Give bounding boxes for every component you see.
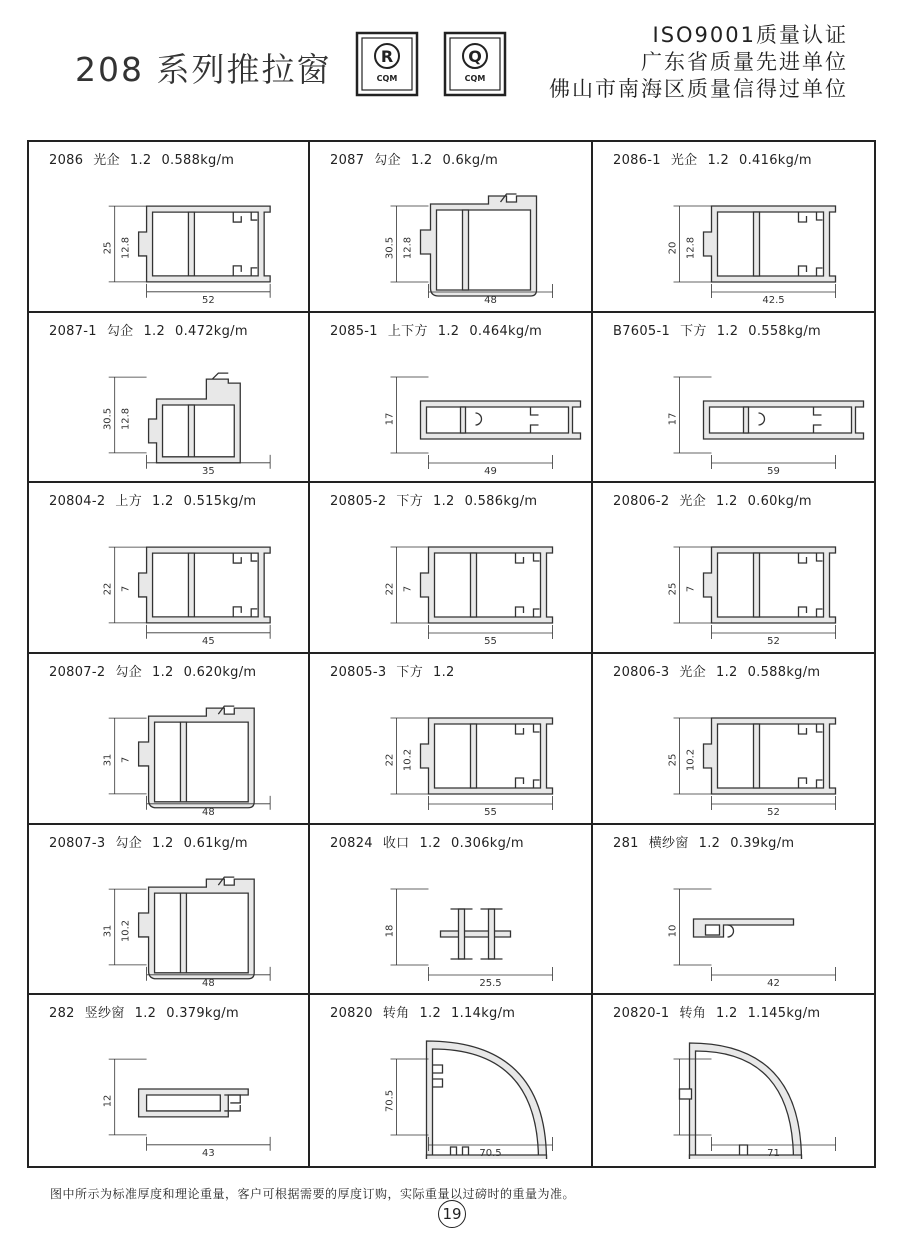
height-dimension: 25 — [667, 582, 679, 596]
height-dimension: 70.5 — [384, 1090, 396, 1113]
profile-thickness: 1.2 — [716, 323, 739, 339]
profile-thickness: 1.2 — [716, 494, 738, 510]
profile-code: 2085-1 — [330, 323, 378, 339]
profile-thickness: 1.2 — [698, 835, 721, 851]
profile-label — [330, 832, 534, 851]
profile-name: 横纱窗 — [648, 835, 689, 851]
width-dimension: 35 — [202, 465, 215, 477]
profile-weight: 0.558kg/m — [748, 323, 822, 339]
width-dimension: 48 — [202, 806, 215, 818]
profile-thickness: 1.2 — [152, 494, 174, 510]
profile-code: 20820-1 — [613, 1006, 670, 1022]
profile-label — [613, 661, 830, 680]
profile-label — [49, 320, 258, 339]
profile-weight: 0.515kg/m — [183, 494, 257, 510]
profile-cell — [593, 142, 874, 313]
inner-height-dimension: 10.2 — [685, 748, 697, 772]
inner-height-dimension: 10.2 — [402, 748, 414, 772]
profile-weight: 0.416kg/m — [739, 153, 812, 168]
profile-thickness: 1.2 — [152, 835, 174, 851]
profile-thickness: 1.2 — [419, 835, 442, 851]
inner-height-dimension: 12.8 — [685, 236, 697, 260]
profile-name: 上方 — [115, 494, 143, 510]
profile-label — [49, 832, 258, 851]
height-dimension: 10 — [667, 924, 679, 938]
width-dimension: 48 — [484, 295, 497, 306]
profile-cross-section-drawing — [310, 339, 591, 477]
inner-height-dimension: 7 — [120, 756, 132, 764]
width-dimension: 70.5 — [479, 1148, 502, 1160]
page-title: 208 系列推拉窗 — [75, 50, 332, 89]
certification-list — [549, 22, 848, 103]
profile-cross-section-drawing — [593, 851, 874, 989]
profile-cross-section-drawing — [593, 168, 874, 306]
profile-label — [49, 1002, 249, 1021]
profile-weight: 0.6kg/m — [442, 153, 499, 168]
profile-name: 下方 — [680, 323, 707, 339]
width-dimension: 25.5 — [479, 977, 502, 989]
profile-cell — [29, 313, 310, 484]
profile-cell — [593, 995, 874, 1166]
profile-weight: 0.379kg/m — [166, 1006, 239, 1022]
profile-cell — [29, 654, 310, 825]
height-dimension: 17 — [667, 412, 679, 426]
inner-height-dimension: 7 — [685, 586, 697, 593]
profile-label — [330, 149, 508, 168]
profile-cross-section-drawing — [593, 680, 874, 818]
profile-thickness: 1.2 — [707, 153, 730, 168]
height-dimension: 25 — [667, 753, 679, 767]
profile-name: 收口 — [382, 835, 410, 851]
profile-label — [613, 490, 822, 509]
profile-thickness: 1.2 — [143, 323, 166, 339]
height-dimension: 30.5 — [102, 407, 114, 430]
profile-thickness: 1.2 — [129, 153, 152, 168]
profile-weight: 0.39kg/m — [730, 835, 795, 851]
cert-line: ISO9001质量认证 — [652, 23, 848, 47]
profile-cell — [310, 825, 593, 996]
profile-label — [330, 661, 475, 680]
width-dimension: 71 — [767, 1148, 780, 1160]
profile-cell — [593, 313, 874, 484]
profile-cell — [29, 995, 310, 1166]
width-dimension: 52 — [202, 294, 215, 306]
profile-label — [330, 1002, 525, 1021]
profile-cross-section-drawing — [310, 168, 591, 306]
cqm-q-certification-logo — [443, 31, 507, 97]
inner-height-dimension: 12.8 — [120, 236, 132, 260]
logo-q-text: CQM — [464, 74, 486, 83]
profile-label — [330, 320, 552, 339]
profile-thickness: 1.2 — [437, 323, 460, 339]
profile-name: 勾企 — [374, 153, 401, 168]
logo-r-text: CQM — [376, 74, 398, 83]
profile-weight: 0.588kg/m — [747, 665, 821, 680]
profile-cross-section-drawing — [29, 1021, 308, 1159]
profile-weight: 0.586kg/m — [464, 494, 538, 510]
height-dimension: 25 — [102, 241, 114, 255]
profile-cell — [310, 995, 593, 1166]
profile-weight: 0.588kg/m — [161, 153, 235, 168]
footnote: 图中所示为标准厚度和理论重量，客户可根据需要的厚度订购，实际重量以过磅时的重量为准。 — [50, 1187, 576, 1201]
profile-label — [613, 149, 822, 168]
profile-code: 20805-3 — [330, 665, 387, 680]
height-dimension: 20 — [667, 241, 679, 255]
profile-cross-section-drawing — [310, 1021, 591, 1159]
profile-cell — [310, 483, 593, 654]
profile-name: 光企 — [679, 665, 707, 680]
profile-thickness: 1.2 — [419, 1006, 442, 1022]
profile-name: 竖纱窗 — [84, 1006, 125, 1022]
profile-thickness: 1.2 — [716, 665, 738, 680]
profile-name: 上下方 — [387, 323, 428, 339]
width-dimension: 55 — [484, 636, 497, 648]
profile-cross-section-drawing — [29, 509, 308, 647]
width-dimension: 43 — [202, 1148, 215, 1160]
page-number: 19 — [438, 1200, 466, 1228]
profile-weight: 0.464kg/m — [469, 323, 543, 339]
profile-code: 281 — [613, 835, 639, 851]
profile-thickness: 1.2 — [716, 1006, 738, 1022]
profile-cross-section-drawing — [593, 1021, 874, 1159]
profile-cross-section-drawing — [29, 168, 308, 306]
profile-name: 勾企 — [115, 665, 143, 680]
profile-name: 光企 — [679, 494, 707, 510]
width-dimension: 42.5 — [762, 295, 785, 306]
height-dimension: 31 — [102, 753, 114, 767]
height-dimension: 22 — [384, 753, 396, 767]
profile-label — [613, 832, 804, 851]
profile-weight: 0.61kg/m — [183, 835, 248, 851]
profile-name: 转角 — [679, 1006, 707, 1022]
profile-code: 20820 — [330, 1006, 373, 1022]
profile-weight: 0.472kg/m — [175, 323, 248, 339]
profile-name: 勾企 — [115, 835, 143, 851]
profile-name: 下方 — [396, 494, 424, 510]
profile-cross-section-drawing — [29, 680, 308, 818]
profile-weight: 1.14kg/m — [451, 1006, 516, 1022]
width-dimension: 45 — [202, 636, 215, 648]
width-dimension: 59 — [767, 465, 780, 477]
profile-cell — [310, 654, 593, 825]
profile-code: 20807-2 — [49, 665, 106, 680]
profile-cross-section-drawing — [310, 851, 591, 989]
svg-text:Q: Q — [468, 47, 482, 66]
profile-weight: 1.145kg/m — [747, 1006, 821, 1022]
profile-thickness: 1.2 — [152, 665, 174, 680]
profile-cell — [29, 483, 310, 654]
profile-name: 勾企 — [106, 323, 134, 339]
profile-name: 转角 — [382, 1006, 410, 1022]
width-dimension: 55 — [484, 807, 497, 818]
cert-line: 佛山市南海区质量信得过单位 — [549, 77, 848, 101]
profile-code: 2087 — [330, 153, 365, 168]
profile-label — [613, 320, 831, 339]
profile-label — [613, 1002, 830, 1021]
profile-name: 光企 — [93, 153, 120, 168]
profile-code: 20805-2 — [330, 494, 387, 510]
profile-cross-section-drawing — [310, 509, 591, 647]
height-dimension: 31 — [102, 924, 114, 937]
profile-code: 20806-2 — [613, 494, 670, 510]
profile-code: 282 — [49, 1006, 75, 1022]
cert-line: 广东省质量先进单位 — [641, 50, 848, 74]
inner-height-dimension: 12.8 — [402, 236, 414, 260]
profile-label — [330, 490, 547, 509]
inner-height-dimension: 10.2 — [120, 919, 132, 942]
profile-weight: 0.306kg/m — [451, 835, 524, 851]
width-dimension: 42 — [767, 977, 780, 989]
profile-cross-section-drawing — [310, 680, 591, 818]
profile-grid — [27, 140, 876, 1168]
profile-label — [49, 149, 244, 168]
profile-code: 20804-2 — [49, 494, 106, 510]
profile-thickness: 1.2 — [433, 494, 455, 510]
profile-name: 下方 — [396, 665, 424, 680]
inner-height-dimension: 7 — [402, 586, 414, 593]
profile-code: 20824 — [330, 835, 373, 851]
svg-text:R: R — [380, 47, 394, 66]
width-dimension: 49 — [484, 465, 497, 477]
profile-cell — [593, 483, 874, 654]
height-dimension: 22 — [102, 582, 114, 596]
profile-code: 20807-3 — [49, 835, 106, 851]
height-dimension: 12 — [102, 1094, 114, 1108]
profile-cross-section-drawing — [29, 851, 308, 989]
width-dimension: 48 — [202, 977, 215, 989]
inner-height-dimension: 12.8 — [120, 407, 132, 430]
profile-code: B7605-1 — [613, 323, 671, 339]
profile-cell — [310, 142, 593, 313]
profile-code: 2086-1 — [613, 153, 661, 168]
profile-name: 光企 — [670, 153, 698, 168]
height-dimension: 30.5 — [384, 236, 396, 260]
profile-thickness: 1.2 — [134, 1006, 157, 1022]
height-dimension: 17 — [384, 412, 396, 426]
profile-weight: 0.620kg/m — [183, 665, 257, 680]
profile-code: 2087-1 — [49, 323, 97, 339]
profile-weight: 0.60kg/m — [747, 494, 812, 510]
profile-cell — [29, 142, 310, 313]
inner-height-dimension: 7 — [120, 586, 132, 593]
height-dimension: 18 — [384, 924, 396, 938]
profile-cell — [593, 654, 874, 825]
profile-code: 20806-3 — [613, 665, 670, 680]
height-dimension: 22 — [384, 582, 396, 596]
profile-cross-section-drawing — [593, 339, 874, 477]
width-dimension: 52 — [767, 807, 780, 818]
profile-thickness: 1.2 — [410, 153, 433, 168]
width-dimension: 52 — [767, 636, 780, 648]
profile-cross-section-drawing — [29, 339, 308, 477]
profile-cell — [593, 825, 874, 996]
profile-thickness: 1.2 — [433, 665, 455, 680]
profile-cell — [310, 313, 593, 484]
profile-cross-section-drawing — [593, 509, 874, 647]
profile-label — [49, 661, 266, 680]
profile-code: 2086 — [49, 153, 84, 168]
cqm-r-certification-logo — [355, 31, 419, 97]
profile-label — [49, 490, 266, 509]
profile-cell — [29, 825, 310, 996]
